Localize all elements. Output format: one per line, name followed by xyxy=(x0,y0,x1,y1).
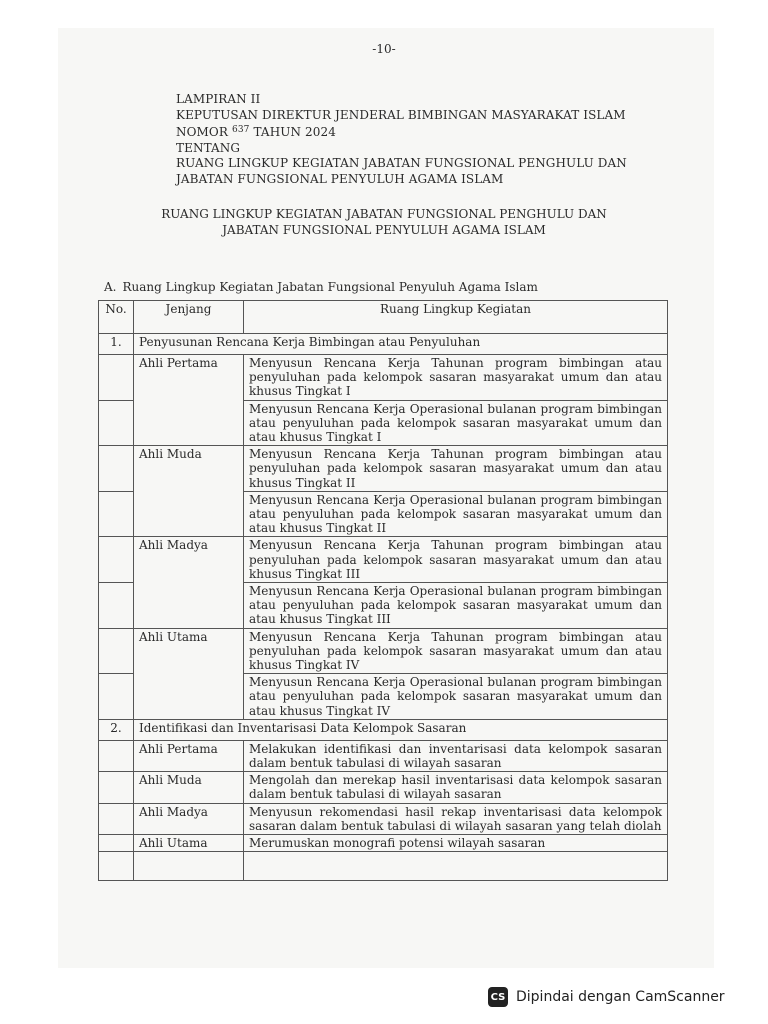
section-number: 1. xyxy=(99,334,134,355)
nomor-label: NOMOR xyxy=(176,125,228,140)
table-row xyxy=(99,446,668,492)
empty-no-cell xyxy=(99,355,134,401)
section-title: Identifikasi dan Inventarisasi Data Kelompok Sasaran xyxy=(134,719,668,740)
title-line-2: JABATAN FUNGSIONAL PENYULUH AGAMA ISLAM xyxy=(222,222,546,237)
document-title xyxy=(120,207,648,238)
activity-description: Menyusun Rencana Kerja Tahunan program bimbingan atau penyuluhan pada kelompok sasaran masyarakat umum dan atau khusus Tingkat II xyxy=(244,446,668,492)
empty-no-cell xyxy=(99,674,134,720)
section-letter: A. xyxy=(104,280,117,294)
empty-no-cell xyxy=(99,537,134,583)
table-filler-row xyxy=(99,852,668,881)
header-jenjang: Jenjang xyxy=(134,301,244,334)
empty-no-cell xyxy=(99,583,134,629)
jenjang-cell: Ahli Madya xyxy=(134,537,244,628)
activity-description: Menyusun Rencana Kerja Operasional bulanan program bimbingan atau penyuluhan pada kelompok sasaran masyarakat umum dan atau khusus Tingkat IV xyxy=(244,674,668,720)
empty-no-cell xyxy=(99,400,134,446)
empty-no-cell xyxy=(99,803,134,834)
jenjang-cell: Ahli Madya xyxy=(134,803,244,834)
section-title: Penyusunan Rencana Kerja Bimbingan atau Penyuluhan xyxy=(134,334,668,355)
section-number: 2. xyxy=(99,719,134,740)
empty-cell xyxy=(134,852,244,881)
appendix-label: LAMPIRAN II xyxy=(176,92,261,106)
title-line-1: RUANG LINGKUP KEGIATAN JABATAN FUNGSIONAL PENGHULU DAN xyxy=(161,207,607,221)
empty-no-cell xyxy=(99,491,134,537)
activity-description: Menyusun Rencana Kerja Tahunan program bimbingan atau penyuluhan pada kelompok sasaran masyarakat umum dan atau khusus Tingkat IV xyxy=(244,628,668,674)
empty-no-cell xyxy=(99,772,134,803)
section-row xyxy=(99,719,668,740)
section-heading xyxy=(104,280,538,294)
activity-description: Menyusun rekomendasi hasil rekap inventarisasi data kelompok sasaran dalam bentuk tabulasi di wilayah sasaran yang telah diolah xyxy=(244,803,668,834)
activity-description: Menyusun Rencana Kerja Tahunan program bimbingan atau penyuluhan pada kelompok sasaran masyarakat umum dan atau khusus Tingkat III xyxy=(244,537,668,583)
appendix-header xyxy=(176,92,627,188)
table-row xyxy=(99,537,668,583)
page-number: -10- xyxy=(372,42,396,56)
empty-no-cell xyxy=(99,446,134,492)
decree-title: KEPUTUSAN DIREKTUR JENDERAL BIMBINGAN MASYARAKAT ISLAM xyxy=(176,107,626,122)
table-row xyxy=(99,740,668,771)
jenjang-cell: Ahli Pertama xyxy=(134,355,244,446)
empty-no-cell xyxy=(99,740,134,771)
camscanner-watermark xyxy=(474,982,756,1012)
activity-description: Menyusun Rencana Kerja Operasional bulanan program bimbingan atau penyuluhan pada kelompok sasaran masyarakat umum dan atau khusus Tingkat I xyxy=(244,400,668,446)
table-row xyxy=(99,835,668,852)
jenjang-cell: Ahli Utama xyxy=(134,628,244,719)
activity-description: Merumuskan monografi potensi wilayah sasaran xyxy=(244,835,668,852)
empty-no-cell xyxy=(99,628,134,674)
header-no: No. xyxy=(99,301,134,334)
table-row xyxy=(99,803,668,834)
empty-no-cell xyxy=(99,835,134,852)
header-ruang-lingkup: Ruang Lingkup Kegiatan xyxy=(244,301,668,334)
jenjang-cell: Ahli Utama xyxy=(134,835,244,852)
activity-description: Mengolah dan merekap hasil inventarisasi data kelompok sasaran dalam bentuk tabulasi di wilayah sasaran xyxy=(244,772,668,803)
section-title: Ruang Lingkup Kegiatan Jabatan Fungsional Penyuluh Agama Islam xyxy=(122,280,538,294)
activity-description: Menyusun Rencana Kerja Tahunan program bimbingan atau penyuluhan pada kelompok sasaran masyarakat umum dan atau khusus Tingkat I xyxy=(244,355,668,401)
tentang-label: TENTANG xyxy=(176,140,241,155)
jenjang-cell: Ahli Muda xyxy=(134,446,244,537)
decree-number xyxy=(176,123,627,141)
section-row xyxy=(99,334,668,355)
camscanner-logo-icon: CS xyxy=(488,987,508,1007)
activity-description: Melakukan identifikasi dan inventarisasi data kelompok sasaran dalam bentuk tabulasi di wilayah sasaran xyxy=(244,740,668,771)
tahun-label: TAHUN 2024 xyxy=(253,125,336,140)
activity-description: Menyusun Rencana Kerja Operasional bulanan program bimbingan atau penyuluhan pada kelompok sasaran masyarakat umum dan atau khusus Tingkat II xyxy=(244,491,668,537)
subject-line-2: JABATAN FUNGSIONAL PENYULUH AGAMA ISLAM xyxy=(176,171,504,186)
table-row xyxy=(99,772,668,803)
empty-cell xyxy=(99,852,134,881)
jenjang-cell: Ahli Pertama xyxy=(134,740,244,771)
table-row xyxy=(99,628,668,674)
subject-line-1: RUANG LINGKUP KEGIATAN JABATAN FUNGSIONAL PENGHULU DAN xyxy=(176,156,627,171)
nomor-value: 637 xyxy=(232,125,250,136)
jenjang-cell: Ahli Muda xyxy=(134,772,244,803)
table-row xyxy=(99,355,668,401)
table-header-row xyxy=(99,301,668,334)
activity-description: Menyusun Rencana Kerja Operasional bulanan program bimbingan atau penyuluhan pada kelompok sasaran masyarakat umum dan atau khusus Tingkat III xyxy=(244,583,668,629)
activity-scope-table xyxy=(98,300,668,881)
empty-cell xyxy=(244,852,668,881)
camscanner-text: Dipindai dengan CamScanner xyxy=(516,989,725,1005)
